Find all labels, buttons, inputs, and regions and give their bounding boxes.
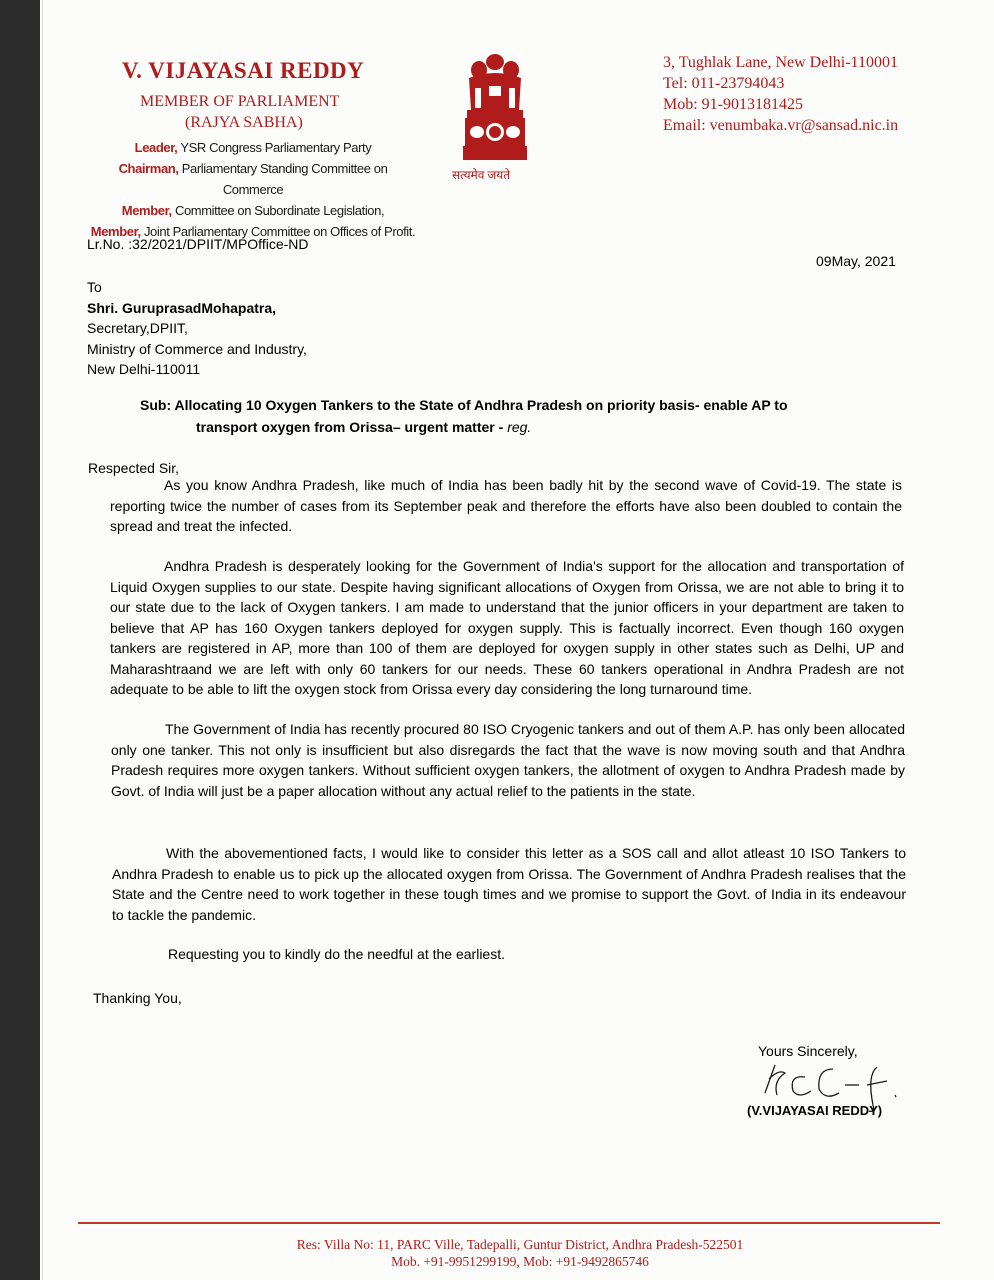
salutation: Respected Sir, [88,460,180,476]
role-line: Member, Committee on Subordinate Legislation, [121,203,385,218]
recipient-line: New Delhi-110011 [87,361,201,377]
letterhead-roles [88,137,418,242]
recipient-line: Ministry of Commerce and Industry, [87,340,307,357]
address-email: Email: venumbaka.vr@sansad.nic.in [663,117,899,134]
footer-address [240,1236,800,1270]
letterhead-title: MEMBER OF PARLIAMENT [140,93,340,110]
thanks-line: Thanking You, [93,990,182,1006]
address-mob: Mob: 91-9013181425 [663,96,803,113]
letterhead-name: V. VIJAYASAI REDDY [122,58,365,83]
subject-reg: reg. [507,418,532,435]
recipient-name: Shri. GuruprasadMohapatra, [87,299,277,316]
emblem-motto: सत्यमेव जयते [452,168,511,182]
role-line: Chairman, Parliamentary Standing Committee on Commerce [118,161,388,197]
subject-line2: transport oxygen from Orissa– urgent matter - [196,418,508,435]
body-paragraph: Andhra Pradesh is desperately looking for the Government of India's support for the allocation and transportation of Liquid Oxygen supplies to our state. Despite having significant allocations of Oxygen from Orissa, we are not able to bring it to our state due to the lack of Oxygen tankers. I am made to understand that the junior officers in your department are taken to believe that AP has 160 Oxygen tankers deployed for oxygen supply. This is factually incorrect. Even though 160 oxygen tankers are registered in AP, more than 100 of them are deployed for oxygen supply in other states such as Delhi, UP and Maharashtraand we are left with only 60 tankers for our needs. These 60 tankers operational in Andhra Pradesh are not adequate to be able to lift the oxygen stock from Orissa every day considering the long turnaround time. [110,558,904,697]
letter-reference: Lr.No. :32/2021/DPIIT/MPOffice-ND [87,236,309,252]
page-edge [42,0,43,1280]
subject-label: Sub: [140,397,172,413]
to-label: To [87,279,102,295]
closing: Yours Sincerely, [758,1043,858,1059]
role-line: Member, Joint Parliamentary Committee on Offices of Profit. [90,224,416,239]
national-emblem-icon [455,50,535,180]
body-paragraph: With the abovementioned facts, I would like to consider this letter as a SOS call and allot atleast 10 ISO Tankers to Andhra Pradesh to enable us to pick up the allocated oxygen from Orissa. The Government of Andhra Pradesh realises that the State and the Centre need to work together in these tough times and we promise to support the Govt. of India in its endeavour to tackle the pandemic. [112,845,906,923]
letterhead-address [663,52,898,136]
subject-line2-wrap [140,417,910,439]
role-line: Leader, YSR Congress Parliamentary Party [134,140,372,155]
recipient-block [87,277,307,380]
letter-date: 09May, 2021 [816,253,896,269]
subject-line1: Allocating 10 Oxygen Tankers to the State of Andhra Pradesh on priority basis- enable AP to [174,397,788,413]
signatory-name: (V.VIJAYASAI REDDY) [747,1103,883,1118]
body-paragraph: The Government of India has recently procured 80 ISO Cryogenic tankers and out of them A.P. has only been allocated only one tanker. This not only is insufficient but also disregards the fact that the wave is now moving south and that Andhra Pradesh requires more oxygen tankers. Without sufficient oxygen tankers, the allotment of oxygen to Andhra Pradesh made by Govt. of India will just be a paper allocation without any actual relief to the patients in the state. [111,721,905,799]
letterhead-house: (RAJYA SABHA) [185,114,303,131]
address-line: 3, Tughlak Lane, New Delhi-110001 [663,54,898,71]
footer-residence: Res: Villa No: 11, PARC Ville, Tadepalli, Guntur District, Andhra Pradesh-522501 [296,1237,744,1252]
footer-phones: Mob. +91-9951299199, Mob: +91-9492865746 [391,1254,649,1269]
body-paragraph: As you know Andhra Pradesh, like much of India has been badly hit by the second wave of Covid-19. The state is reporting twice the number of cases from its September peak and therefore the efforts have also been doubled to contain the spread and treat the infected. [110,477,902,534]
footer-divider [78,1222,940,1224]
subject [140,395,910,438]
recipient-line: Secretary,DPIIT, [87,320,188,336]
request-line: Requesting you to kindly do the needful at the earliest. [168,946,505,962]
address-tel: Tel: 011-23794043 [663,75,785,92]
